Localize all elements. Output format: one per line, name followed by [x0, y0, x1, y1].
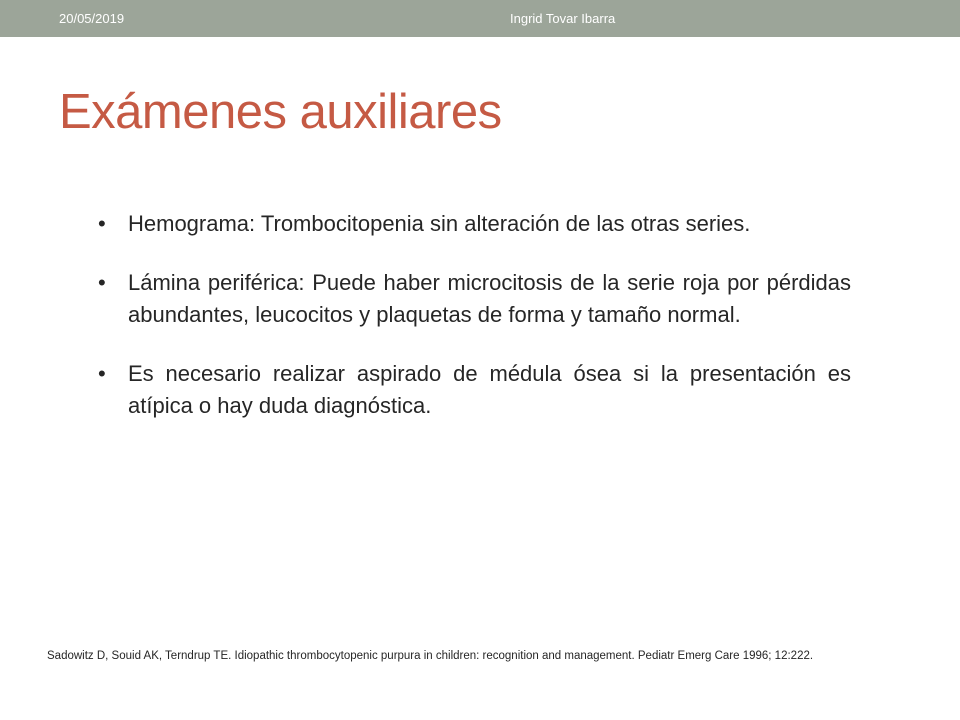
- bullet-item: [98, 208, 851, 240]
- bullet-text: Hemograma: Trombocitopenia sin alteración de las otras series.: [128, 211, 751, 236]
- bullet-text: Es necesario realizar aspirado de médula ósea si la presentación es atípica o hay duda diagnóstica.: [128, 361, 851, 418]
- bullet-item: [98, 358, 851, 422]
- bullet-item: [98, 267, 851, 331]
- bullet-list: [98, 208, 851, 449]
- bullet-icon: •: [98, 211, 106, 236]
- bullet-icon: •: [98, 270, 106, 295]
- bullet-icon: •: [98, 361, 106, 386]
- header-bar: [0, 0, 960, 37]
- header-author: Ingrid Tovar Ibarra: [510, 11, 616, 26]
- reference-citation: Sadowitz D, Souid AK, Terndrup TE. Idiopathic thrombocytopenic purpura in children: recognition and management. Pediatr Emerg Care 1996; 12:222.: [47, 650, 814, 662]
- bullet-text: Lámina periférica: Puede haber microcitosis de la serie roja por pérdidas abundantes, leucocitos y plaquetas de forma y tamaño normal.: [128, 270, 851, 327]
- header-date: 20/05/2019: [59, 11, 125, 26]
- slide-title: Exámenes auxiliares: [59, 85, 502, 139]
